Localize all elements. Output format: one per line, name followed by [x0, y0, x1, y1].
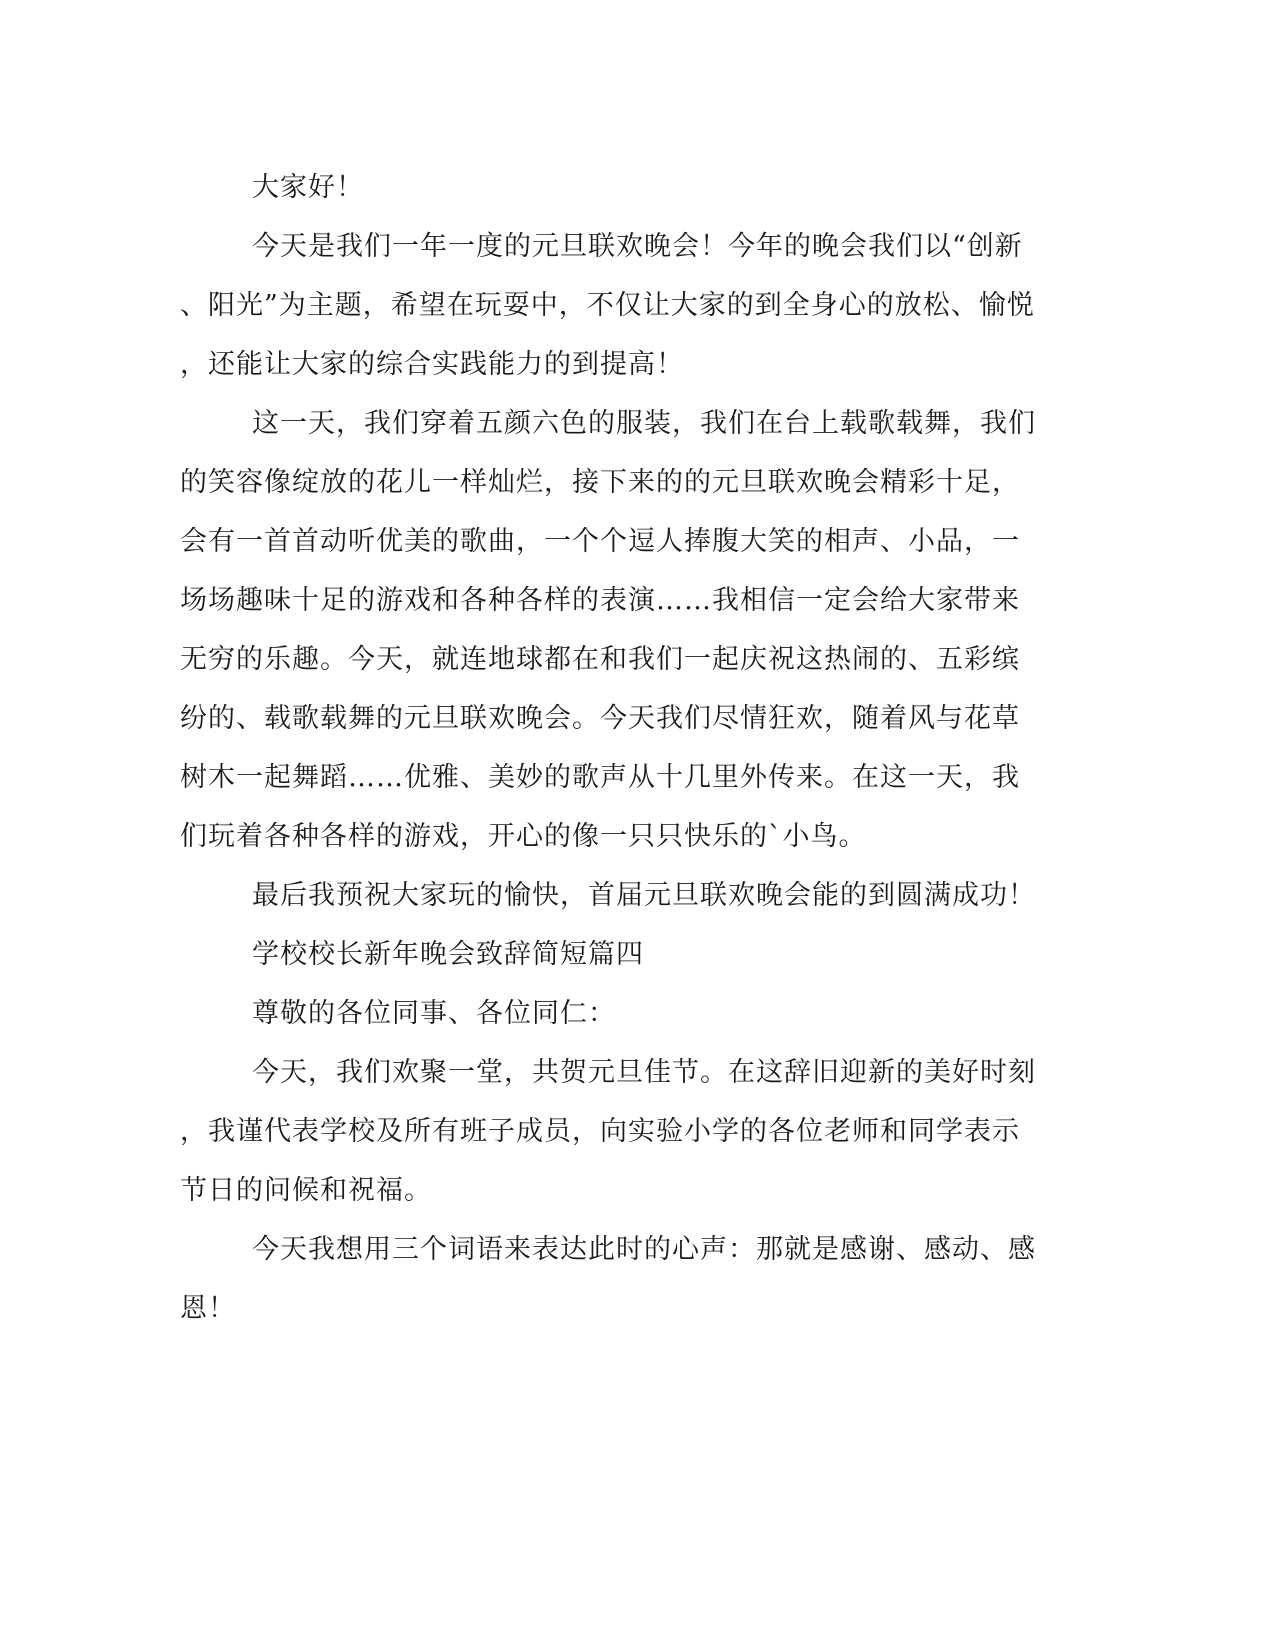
paragraph-closing-wish — [180, 866, 1035, 925]
text-line: 纷的、载歌载舞的元旦联欢晚会。今天我们尽情狂欢，随着风与花草 — [180, 703, 1020, 734]
text-line: ，我谨代表学校及所有班子成员，向实验小学的各位老师和同学表示 — [180, 1116, 1020, 1147]
text-line: 最后我预祝大家玩的愉快，首届元旦联欢晚会能的到圆满成功！ — [252, 880, 1036, 911]
text-line: 今天我想用三个词语来表达此时的心声：那就是感谢、感动、感 — [252, 1234, 1036, 1265]
text-line: 恩！ — [180, 1293, 236, 1324]
text-line: 今天是我们一年一度的元旦联欢晚会！今年的晚会我们以“创新 — [252, 231, 1023, 262]
text-line: 节日的问候和祝福。 — [180, 1175, 432, 1206]
text-line: 们玩着各种各样的游戏，开心的像一只只快乐的`小鸟。 — [180, 821, 867, 852]
text-line: 、阳光”为主题，希望在玩耍中，不仅让大家的到全身心的放松、愉悦 — [180, 290, 1035, 321]
section-heading — [180, 925, 1035, 984]
text-line: 大家好！ — [252, 172, 364, 203]
paragraph-greeting — [180, 158, 1035, 217]
paragraph-opening — [180, 217, 1035, 394]
document-body — [180, 158, 1035, 1338]
text-line: 的笑容像绽放的花儿一样灿烂，接下来的的元旦联欢晚会精彩十足， — [180, 467, 1020, 498]
paragraph-greetings-body — [180, 1043, 1035, 1220]
paragraph-salutation — [180, 984, 1035, 1043]
heading-text: 学校校长新年晚会致辞简短篇四 — [252, 939, 644, 970]
text-line: 今天，我们欢聚一堂，共贺元旦佳节。在这辞旧迎新的美好时刻 — [252, 1057, 1036, 1088]
paragraph-description — [180, 394, 1035, 866]
text-line: 场场趣味十足的游戏和各种各样的表演……我相信一定会给大家带来 — [180, 585, 1020, 616]
text-line: 尊敬的各位同事、各位同仁： — [252, 998, 616, 1029]
text-line: 树木一起舞蹈……优雅、美妙的歌声从十几里外传来。在这一天，我 — [180, 762, 1020, 793]
text-line: ，还能让大家的综合实践能力的到提高！ — [180, 349, 684, 380]
paragraph-three-words — [180, 1220, 1035, 1338]
text-line: 无穷的乐趣。今天，就连地球都在和我们一起庆祝这热闹的、五彩缤 — [180, 644, 1020, 675]
text-line: 会有一首首动听优美的歌曲，一个个逗人捧腹大笑的相声、小品，一 — [180, 526, 1020, 557]
text-line: 这一天，我们穿着五颜六色的服装，我们在台上载歌载舞，我们 — [252, 408, 1036, 439]
